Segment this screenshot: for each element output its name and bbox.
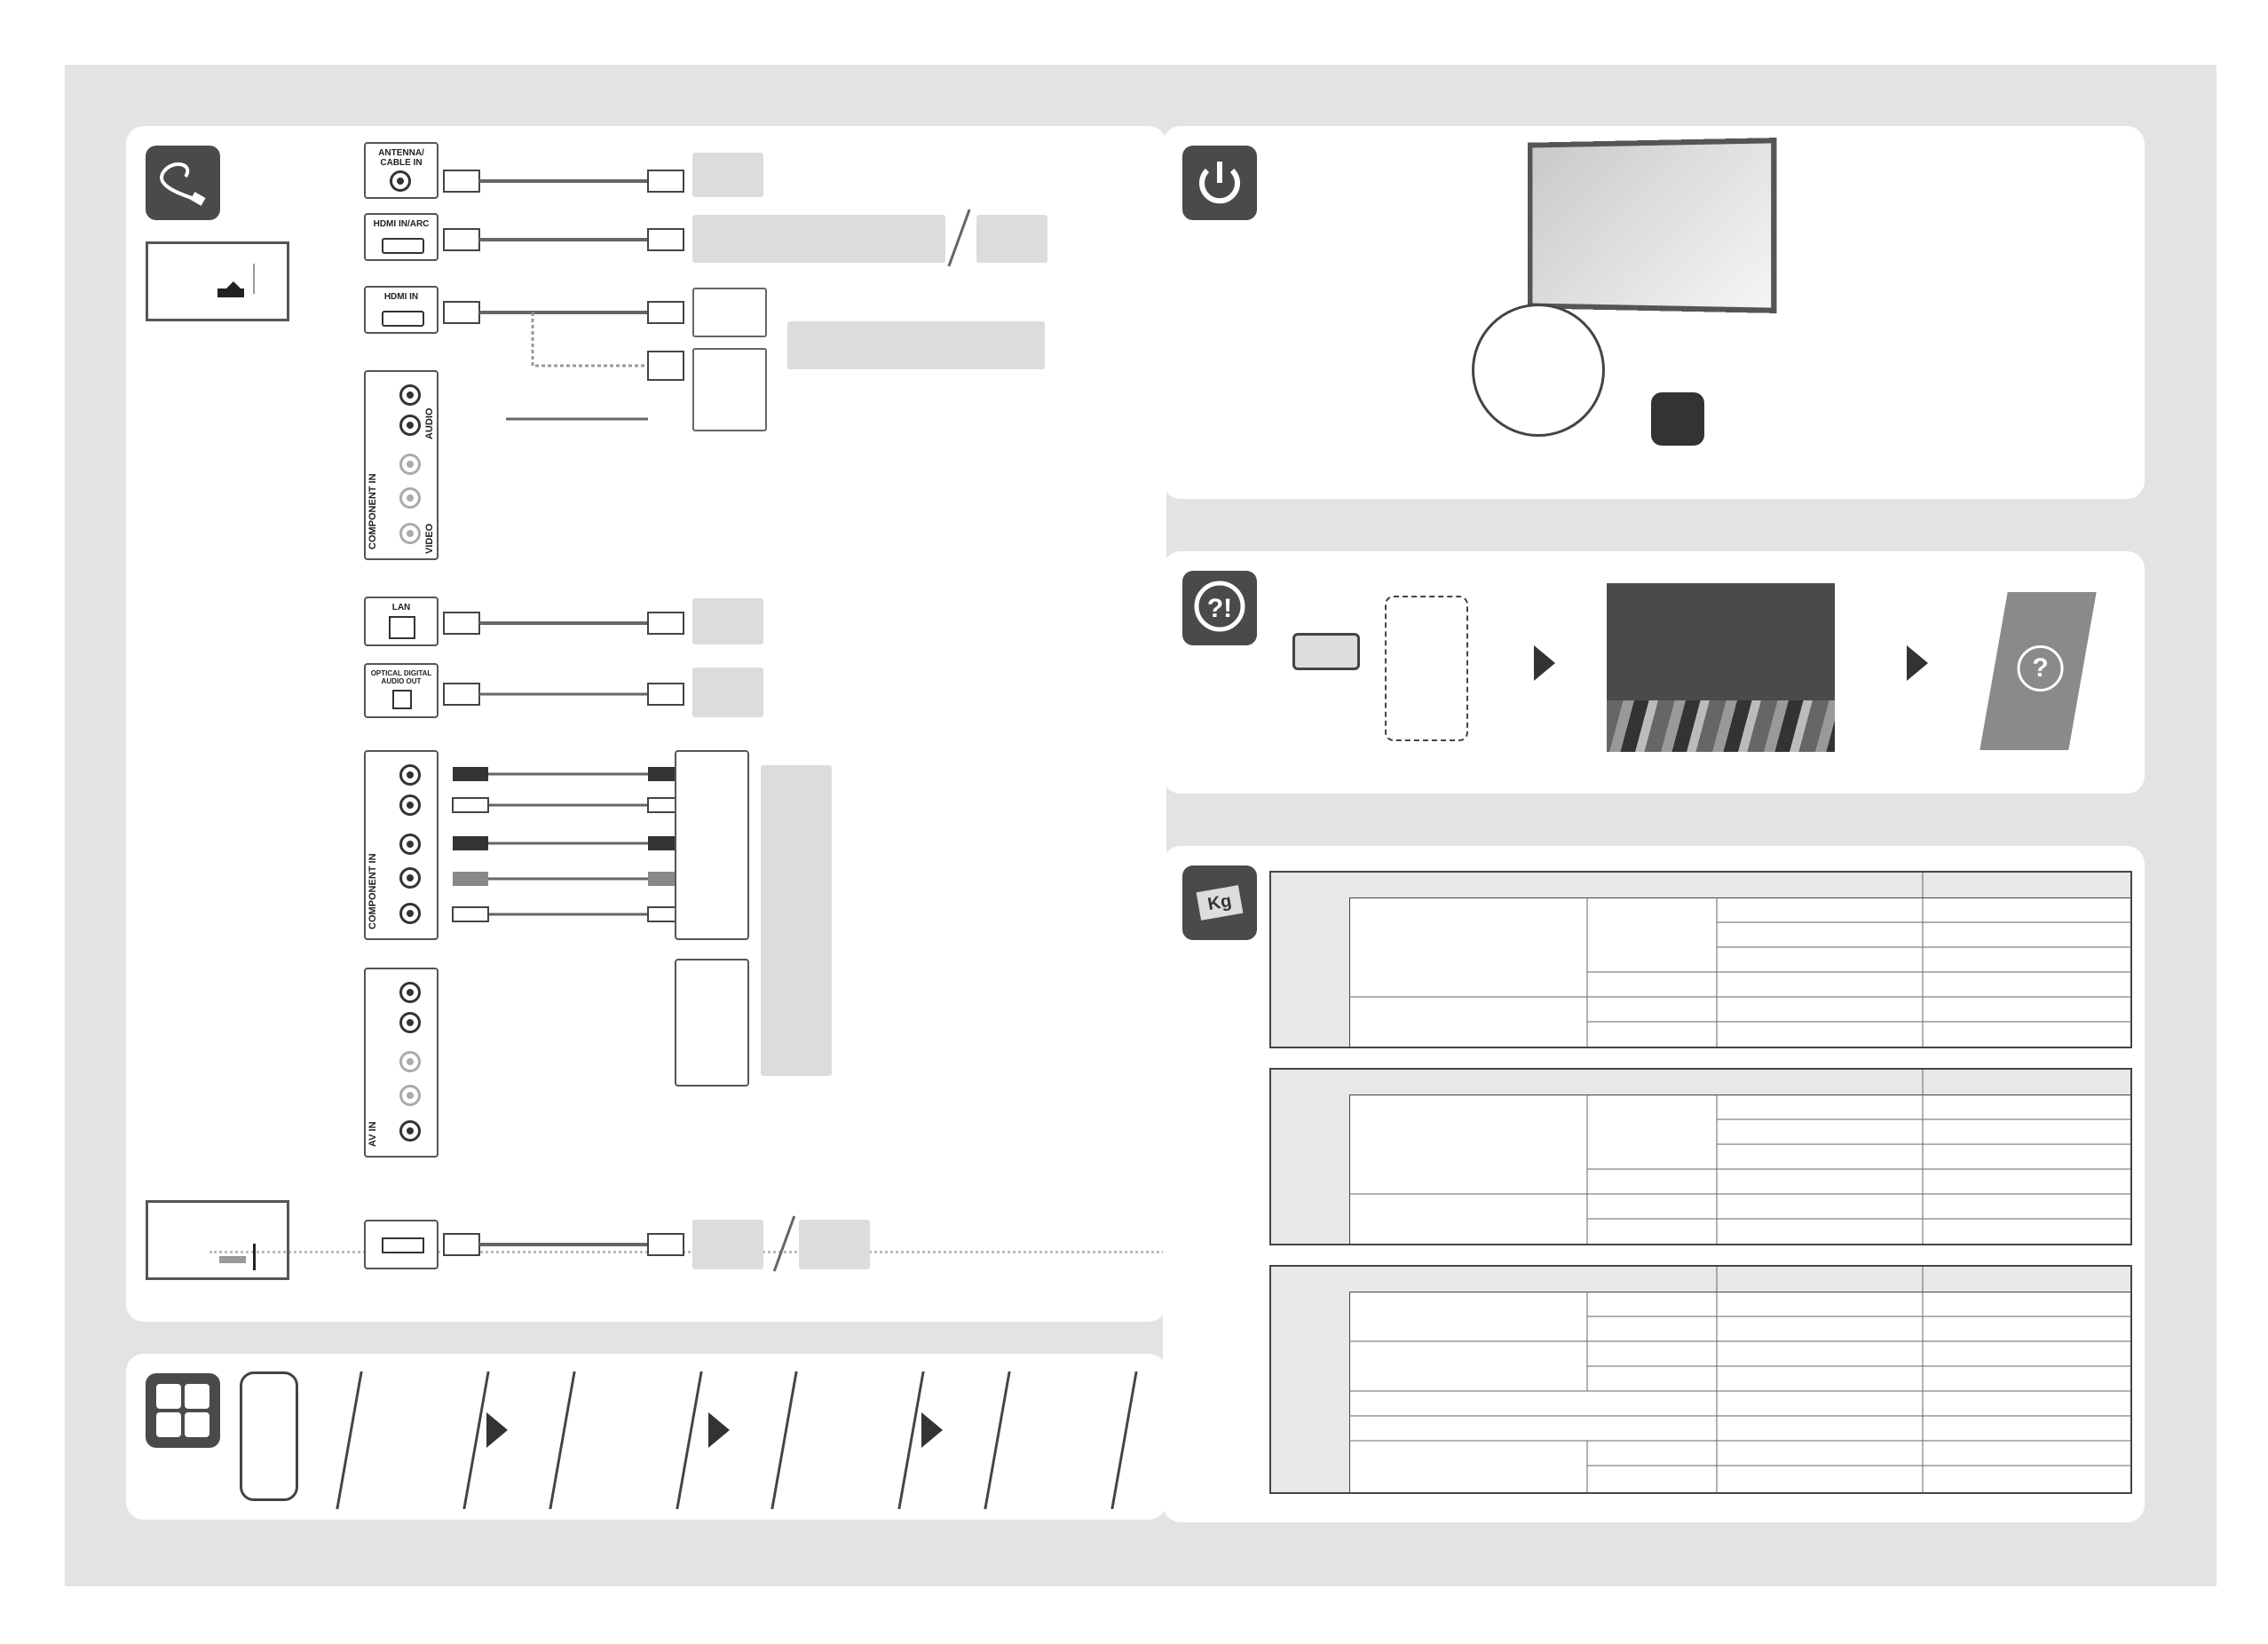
antenna-port-label: ANTENNA/ CABLE IN	[378, 148, 424, 168]
usb-cable	[435, 1227, 692, 1262]
av-source-block	[675, 959, 749, 1087]
hdmi-arc-cable	[435, 222, 692, 257]
help-arrow-1	[1534, 645, 1555, 681]
battery-icon	[146, 1373, 220, 1448]
cable-plug-icon	[146, 146, 220, 220]
usb-divider-slash	[773, 1215, 795, 1271]
battery-step-3	[770, 1371, 924, 1509]
component-in-label-2: COMPONENT IN	[367, 853, 378, 929]
power-icon	[1182, 146, 1257, 220]
hdmi-source-devices	[692, 215, 945, 263]
av-pb-jack[interactable]	[399, 1085, 421, 1106]
antenna-house-device	[692, 153, 763, 197]
component-in-block-1	[364, 370, 439, 560]
hdmi-in-port-label: HDMI IN	[383, 292, 419, 302]
hdmi-in-cable	[435, 295, 701, 428]
av-l-jack[interactable]	[399, 1012, 421, 1033]
antenna-port	[364, 142, 439, 199]
optical-port-label: OPTICAL DIGITAL AUDIO OUT	[370, 669, 432, 685]
hdmi-arc-port	[364, 213, 439, 261]
usb-port	[364, 1220, 439, 1269]
help-question-icon	[1182, 571, 1257, 645]
spec-table-1	[1269, 871, 2132, 1048]
divider-slash	[947, 209, 970, 267]
svg-text:?!: ?!	[1206, 594, 1233, 623]
component-in-label: COMPONENT IN	[367, 473, 378, 549]
hdmi-arc-port-label: HDMI IN/ARC	[373, 219, 430, 229]
comp2-l-jack[interactable]	[399, 794, 421, 816]
step-arrow-2	[708, 1412, 730, 1448]
help-arrow-2	[1907, 645, 1928, 681]
connection-panel	[126, 126, 1166, 1322]
weight-unit: Kg	[1197, 885, 1244, 921]
antenna-cable	[435, 153, 897, 206]
optical-socket[interactable]	[392, 690, 412, 709]
home-button[interactable]	[1292, 633, 1360, 670]
battery-step-1	[336, 1371, 489, 1509]
audio-label: AUDIO	[424, 407, 435, 439]
usb-stick-device	[799, 1220, 870, 1269]
hdmi-arc-socket[interactable]	[382, 238, 424, 254]
tv-side-diagram	[146, 1200, 289, 1280]
step-arrow-1	[486, 1412, 508, 1448]
comp2-pb-jack[interactable]	[399, 867, 421, 889]
av-r-jack[interactable]	[399, 982, 421, 1003]
lan-cable	[435, 605, 692, 641]
remote-power-button[interactable]	[1651, 392, 1704, 446]
spec-panel	[1163, 846, 2145, 1522]
video-label: VIDEO	[424, 523, 435, 554]
remote-keypad	[1385, 596, 1468, 741]
av-y-jack[interactable]	[399, 1120, 421, 1142]
usb-socket[interactable]	[382, 1237, 424, 1253]
router-device	[692, 598, 763, 644]
hdmi-speaker-device	[976, 215, 1047, 263]
component-source-devices	[761, 765, 832, 1076]
lan-port	[364, 597, 439, 646]
step-arrow-3	[921, 1412, 943, 1448]
pb-jack[interactable]	[399, 487, 421, 509]
audio-r-jack[interactable]	[399, 384, 421, 406]
av-in-block	[364, 968, 439, 1158]
tv-back-diagram	[146, 241, 289, 321]
battery-step-4	[984, 1371, 1137, 1509]
hdmi-in-socket[interactable]	[382, 311, 424, 327]
source-component-block	[675, 750, 749, 940]
dvi-audio-device	[692, 348, 767, 431]
tv-home-screen	[1607, 583, 1835, 752]
quick-setup-sheet	[65, 65, 2217, 1586]
battery-panel	[126, 1354, 1166, 1520]
help-card-question: ?	[2018, 645, 2064, 692]
weight-kg-icon	[1182, 865, 1257, 940]
usb-hdd-device	[692, 1220, 763, 1269]
audio-l-jack[interactable]	[399, 415, 421, 436]
optical-cable	[435, 676, 692, 712]
comp2-y-jack[interactable]	[399, 903, 421, 924]
help-panel	[1163, 551, 2145, 794]
tv-front-diagram	[1528, 138, 1777, 313]
comp2-r-jack[interactable]	[399, 764, 421, 786]
power-button-zoom	[1472, 304, 1605, 437]
optical-speaker-device	[692, 668, 763, 717]
help-card	[1980, 592, 2096, 750]
hdmi-in-device	[692, 288, 767, 337]
spec-table-2	[1269, 1068, 2132, 1245]
spec-table-3	[1269, 1265, 2132, 1494]
optical-port	[364, 663, 439, 718]
lan-socket[interactable]	[389, 616, 415, 639]
dvi-source-devices	[787, 321, 1045, 369]
battery-step-2	[549, 1371, 702, 1509]
remote-control-image	[240, 1371, 298, 1501]
lan-port-label: LAN	[391, 603, 411, 613]
pr-jack[interactable]	[399, 454, 421, 475]
power-panel	[1163, 126, 2145, 499]
antenna-jack[interactable]	[390, 170, 411, 192]
hdmi-in-port	[364, 286, 439, 334]
av-pr-jack[interactable]	[399, 1051, 421, 1072]
y-jack[interactable]	[399, 523, 421, 544]
comp2-pr-jack[interactable]	[399, 834, 421, 855]
av-in-label: AV IN	[367, 1121, 378, 1147]
component-in-block-2	[364, 750, 439, 940]
